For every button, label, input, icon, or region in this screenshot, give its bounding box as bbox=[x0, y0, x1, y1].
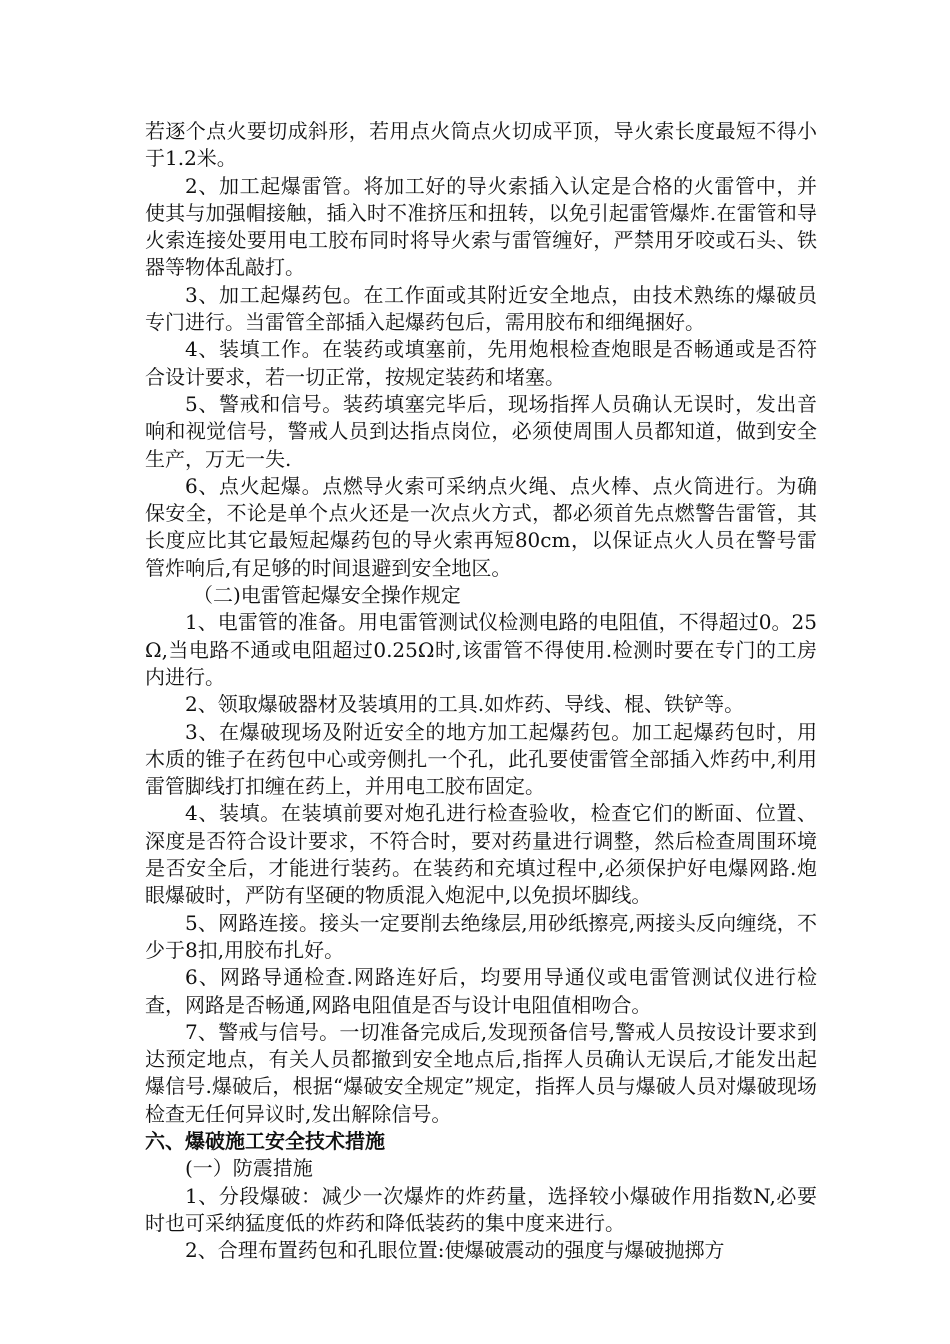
subsection-heading-electric-detonator: （二)电雷管起爆安全操作规定 bbox=[193, 583, 461, 608]
paragraph-primer-processing: 3、加工起爆药包。在工作面或其附近安全地点，由技术熟练的爆破员专门进行。当雷管全部插入起爆药包后，需用胶布和细绳捆好。 bbox=[145, 282, 817, 335]
paragraph-ignition: 6、点火起爆。点燃导火索可采纳点火绳、点火棒、点火筒进行。为确保安全，不论是单个点火还是一次点火方式，都必须首先点燃警告雷管，其长度应比其它最短起爆药包的导火索再短80cm，以保证点火人员在警号雷管炸响后,有足够的时间退避到安全地区。 bbox=[145, 473, 817, 580]
paragraph-charging: 4、装填。在装填前要对炮孔进行检查验收，检查它们的断面、位置、深度是否符合设计要求，不符合时，要对药量进行调整，然后检查周围环境是否安全后，才能进行装药。在装药和充填过程中,必须保护好电爆网路.炮眼爆破时，严防有坚硬的物质混入炮泥中,以免损坏脚线。 bbox=[145, 801, 817, 908]
paragraph-continuation: 若逐个点火要切成斜形，若用点火筒点火切成平顶，导火索长度最短不得小于1.2米。 bbox=[145, 119, 817, 171]
paragraph-circuit-check: 6、网路导通检查.网路连好后，均要用导通仪或电雷管测试仪进行检查，网路是否畅通,网路电阻值是否与设计电阻值相吻合。 bbox=[145, 965, 817, 1017]
paragraph-charge-layout: 2、合理布置药包和孔眼位置:使爆破震动的强度与爆破抛掷方 bbox=[185, 1238, 725, 1263]
paragraph-collect-materials: 2、领取爆破器材及装填用的工具.如炸药、导线、棍、铁铲等。 bbox=[185, 692, 745, 717]
paragraph-staged-blasting: 1、分段爆破：减少一次爆炸的炸药量，选择较小爆破作用指数N,必要时也可采纳猛度低的炸药和降低装药的集中度来进行。 bbox=[145, 1183, 817, 1235]
paragraph-electric-detonator-prep: 1、电雷管的准备。用电雷管测试仪检测电路的电阻值，不得超过0。25Ω,当电路不通或电阻超过0.25Ω时,该雷管不得使用.检测时要在专门的工房内进行。 bbox=[145, 610, 817, 689]
paragraph-charging-work: 4、装填工作。在装药或填塞前，先用炮根检查炮眼是否畅通或是否符合设计要求，若一切正常，按规定装药和堵塞。 bbox=[145, 337, 817, 389]
paragraph-warning-signals: 5、警戒和信号。装药填塞完毕后，现场指挥人员确认无误时，发出音响和视觉信号，警戒人员到达指点岗位，必须使周围人员都知道，做到安全生产，万无一失. bbox=[145, 391, 817, 471]
section-heading-safety-measures: 六、爆破施工安全技术措施 bbox=[145, 1128, 385, 1153]
paragraph-circuit-connection: 5、网路连接。接头一定要削去绝缘层,用砂纸擦亮,两接头反向缠绕，不少于8扣,用胶布扎好。 bbox=[145, 910, 817, 962]
paragraph-warning-and-signals: 7、警戒与信号。一切准备完成后,发现预备信号,警戒人员按设计要求到达预定地点，有关人员都撤到安全地点后,指挥人员确认无误后,才能发出起爆信号.爆破后，根据“爆破安全规定”规定，指挥人员与爆破人员对爆破现场检查无任何异议时,发出解除信号。 bbox=[145, 1019, 817, 1126]
paragraph-detonator-processing: 2、加工起爆雷管。将加工好的导火索插入认定是合格的火雷管中，并使其与加强帽接触，插入时不准挤压和扭转，以免引起雷管爆炸.在雷管和导火索连接处要用电工胶布同时将导火索与雷管缠好，严禁用牙咬或石头、铁器等物体乱敲打。 bbox=[145, 173, 817, 280]
subsection-heading-vibration: (一）防震措施 bbox=[185, 1156, 313, 1181]
paragraph-prepare-primer: 3、在爆破现场及附近安全的地方加工起爆药包。加工起爆药包时，用木质的锥子在药包中心或旁侧扎一个孔，此孔要使雷管全部插入炸药中,利用雷管脚线打扣缠在药上，并用电工胶布固定。 bbox=[145, 719, 817, 799]
document-page bbox=[145, 118, 817, 1264]
